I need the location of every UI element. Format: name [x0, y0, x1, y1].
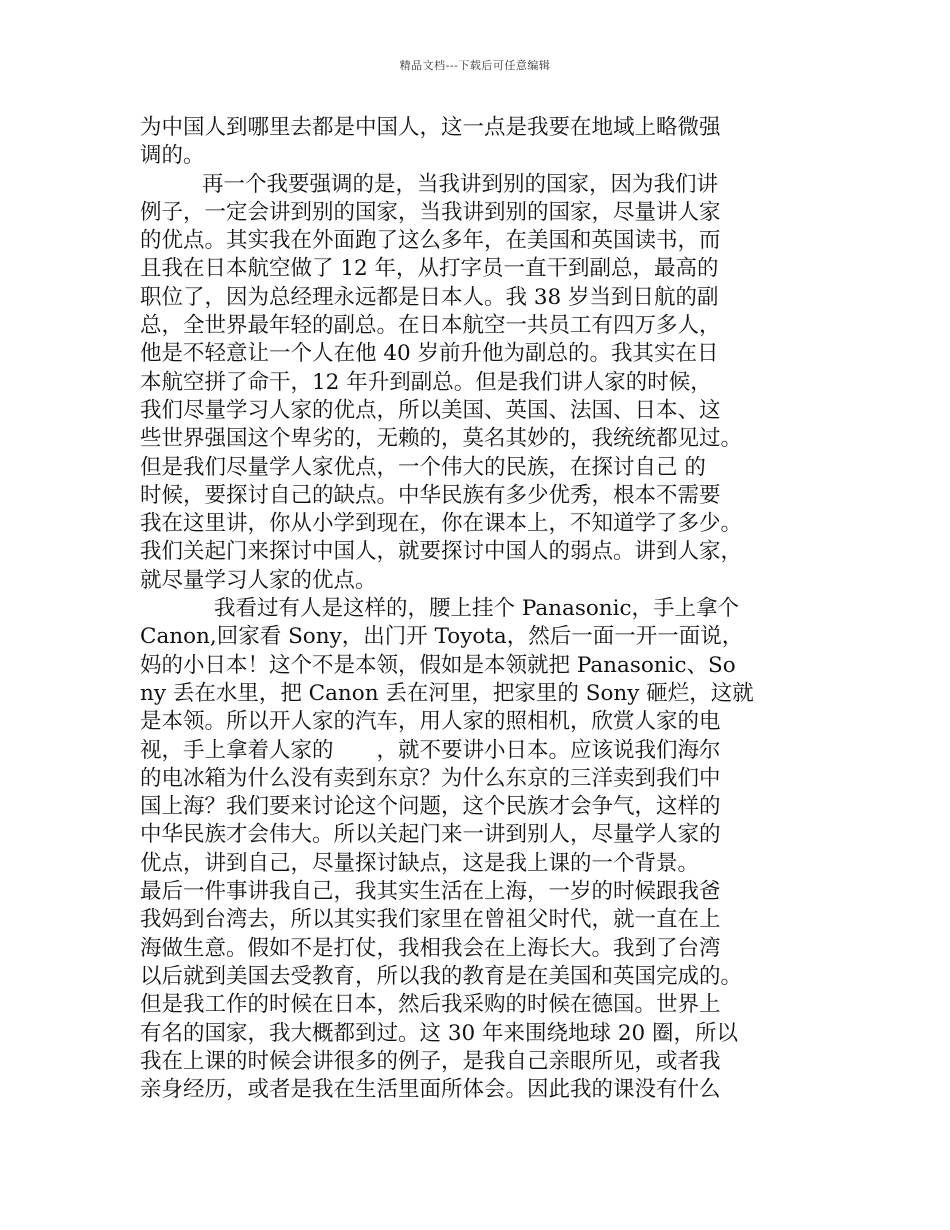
text-line: 视，手上拿着人家的 ，就不要讲小日本。应该说我们海尔 [140, 737, 721, 763]
text-line: 时候，要探讨自己的缺点。中华民族有多少优秀，根本不需要 [140, 482, 721, 508]
paragraph-start-line: 我看过有人是这样的，腰上挂个 Panasonic，手上拿个 [214, 596, 740, 622]
text-line: 例子，一定会讲到别的国家，当我讲到别的国家，尽量讲人家 [140, 199, 721, 225]
text-line: 最后一件事讲我自己，我其实生活在上海，一岁的时候跟我爸 [140, 879, 721, 905]
text-line: 调的。 [140, 143, 205, 169]
text-line: 我在这里讲，你从小学到现在，你在课本上，不知道学了多少。 [140, 511, 743, 537]
text-line: 我妈到台湾去，所以其实我们家里在曾祖父时代，就一直在上 [140, 907, 721, 933]
paragraph-start-line: 再一个我要强调的是，当我讲到别的国家，因为我们讲 [202, 171, 719, 197]
text-line: 是本领。所以开人家的汽车，用人家的照相机，欣赏人家的电 [140, 709, 721, 735]
text-line: 些世界强国这个卑劣的，无赖的，莫名其妙的，我统统都见过。 [140, 426, 743, 452]
text-line: 我在上课的时候会讲很多的例子，是我自己亲眼所见，或者我 [140, 1048, 721, 1074]
text-line: 海做生意。假如不是打仗，我相我会在上海长大。我到了台湾 [140, 935, 721, 961]
text-line: 我们尽量学习人家的优点，所以美国、英国、法国、日本、这 [140, 397, 721, 423]
text-line: 总，全世界最年轻的副总。在日本航空一共员工有四万多人， [140, 313, 721, 339]
text-line: 但是我们尽量学人家优点，一个伟大的民族，在探讨自己 的 [140, 454, 706, 480]
text-line: 职位了，因为总经理永远都是日本人。我 38 岁当到日航的副 [140, 284, 719, 310]
text-line: 我们关起门来探讨中国人，就要探讨中国人的弱点。讲到人家， [140, 539, 743, 565]
text-line: 妈的小日本！这个不是本领，假如是本领就把 Panasonic、So [140, 652, 736, 678]
text-line: 但是我工作的时候在日本，然后我采购的时候在德国。世界上 [140, 992, 721, 1018]
text-line: ny 丢在水里，把 Canon 丢在河里，把家里的 Sony 砸烂，这就 [140, 680, 754, 706]
text-line: 他是不轻意让一个人在他 40 岁前升他为副总的。我其实在日 [140, 341, 719, 367]
text-line: 国上海？我们要来讨论这个问题，这个民族才会争气，这样的 [140, 794, 721, 820]
text-line: Canon,回家看 Sony，出门开 Toyota，然后一面一开一面说， [140, 624, 744, 650]
text-line: 就尽量学习人家的优点。 [140, 567, 377, 593]
text-line: 且我在日本航空做了 12 年，从打字员一直干到副总，最高的 [140, 256, 719, 282]
text-line: 有名的国家，我大概都到过。这 30 年来围绕地球 20 圈，所以 [140, 1020, 739, 1046]
text-line: 本航空拼了命干，12 年升到副总。但是我们讲人家的时候， [140, 369, 712, 395]
text-line: 优点，讲到自己，尽量探讨缺点，这是我上课的一个背景。 [140, 850, 700, 876]
text-line: 中华民族才会伟大。所以关起门来一讲到别人，尽量学人家的 [140, 822, 721, 848]
text-line: 为中国人到哪里去都是中国人，这一点是我要在地域上略微强 [140, 115, 721, 140]
document-body [140, 114, 820, 1104]
text-line: 亲身经历，或者是我在生活里面所体会。因此我的课没有什么 [140, 1077, 721, 1103]
text-line: 以后就到美国去受教育，所以我的教育是在美国和英国完成的。 [140, 963, 743, 989]
text-line: 的电冰箱为什么没有卖到东京？为什么东京的三洋卖到我们中 [140, 765, 721, 791]
page-header: 精品文档---下载后可任意编辑 [399, 59, 551, 72]
text-line: 的优点。其实我在外面跑了这么多年，在美国和英国读书，而 [140, 228, 721, 254]
